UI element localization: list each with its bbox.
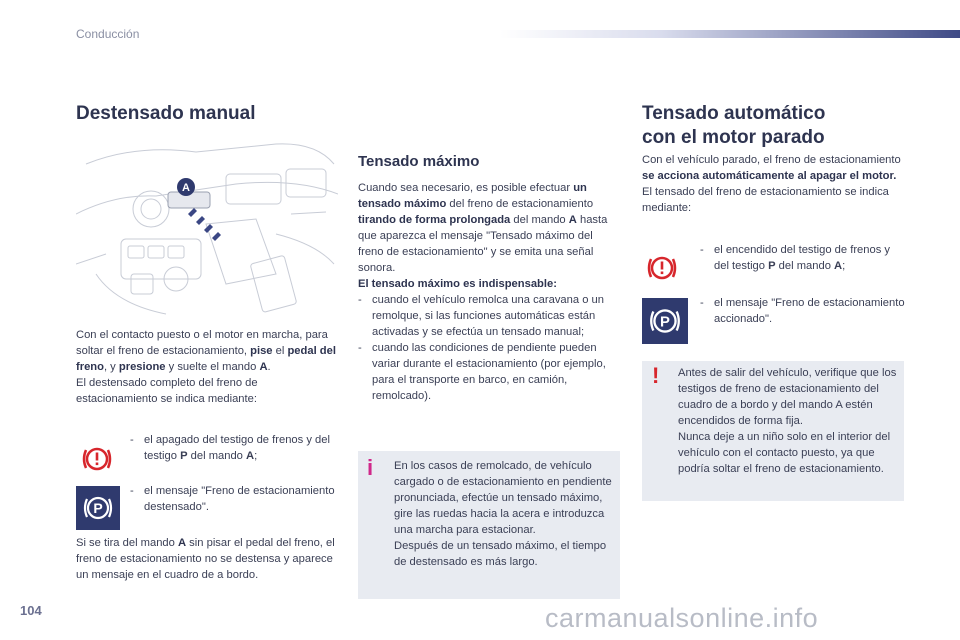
console-drawing <box>76 134 338 320</box>
page-number: 104 <box>20 603 42 618</box>
warning-icon: ! <box>652 363 660 388</box>
warning-note <box>642 361 904 501</box>
middle-para1: Cuando sea necesario, es posible efectuar un tensado máximo del freno de estacionamiento tirando de forma prolongada del mando A hasta que aparezca el mensaje "Tensado máximo del freno de estacionamiento" y se emita una señal sonora. <box>358 182 608 274</box>
right-item-1: - el encendido del testigo de frenos y del testigo P del mando A; <box>700 244 891 272</box>
svg-text:P: P <box>93 500 103 516</box>
left-item-1: - el apagado del testigo de frenos y del testigo P del mando A; <box>130 434 330 462</box>
right-item-2: - el mensaje "Freno de estacionamiento accionado". <box>700 297 905 325</box>
parking-brake-p-icon-right <box>642 298 688 344</box>
console-illustration <box>76 134 338 320</box>
label-a-marker: A <box>182 182 190 194</box>
title-destensado-manual: Destensado manual <box>76 103 256 124</box>
right-para1: Con el vehículo parado, el freno de estacionamiento se acciona automáticamente al apagar el motor. <box>642 154 901 182</box>
section-label: Conducción <box>76 27 140 41</box>
right-para2: El tensado del freno de estacionamiento se indica mediante: <box>642 186 889 214</box>
title-tensado-maximo: Tensado máximo <box>358 153 480 170</box>
middle-subtitle: El tensado máximo es indispensable: <box>358 278 557 290</box>
left-para3: Si se tira del mando A sin pisar el pedal del freno, el freno de estacionamiento no se destensa y aparece un mensaje en el cuadro de a bordo. <box>76 537 335 581</box>
watermark: carmanualsonline.info <box>545 603 819 633</box>
header-bar <box>500 30 960 38</box>
middle-item-1: - cuando el vehículo remolca una caravana o un remolque, si las funciones automáticas están activadas y se efectúa un tensado manual; <box>358 294 604 338</box>
left-para2: El destensado completo del freno de estacionamiento se indica mediante: <box>76 377 258 405</box>
warning-note-text: Antes de salir del vehículo, verifique que los testigos de freno de estacionamiento del cuadro de a bordo y del mando A estén encendidos de forma fija. Nunca deje a un niño solo en el interior del vehículo con el contacto puesto, ya que podría soltar el freno de estacionamiento. <box>678 367 897 475</box>
left-para1: Con el contacto puesto o el motor en marcha, para soltar el freno de estacionamiento, pise el pedal del freno, y presione y suelte el mando A. <box>76 329 336 373</box>
info-icon: i <box>367 455 374 480</box>
brake-warning-icon-right <box>645 251 679 290</box>
svg-text:P: P <box>660 314 670 331</box>
info-note-text: En los casos de remolcado, de vehículo cargado o de estacionamiento en pendiente pronunciada, efectúe un tensado máximo, gire las ruedas hacia la acera e introduzca una marcha para estacionar. Después de un tensado máximo, el tiempo de destensado es más largo. <box>394 460 612 568</box>
info-note <box>358 451 620 599</box>
parking-brake-p-icon <box>76 486 120 530</box>
brake-warning-icon <box>80 442 114 481</box>
title-tensado-automatico: Tensado automático con el motor parado <box>642 103 826 148</box>
middle-item-2: - cuando las condiciones de pendiente pueden variar durante el estacionamiento (por ejemplo, para el transporte en barco, en camión, remolcado). <box>358 342 606 402</box>
left-item-2: - el mensaje "Freno de estacionamiento destensado". <box>130 485 335 513</box>
